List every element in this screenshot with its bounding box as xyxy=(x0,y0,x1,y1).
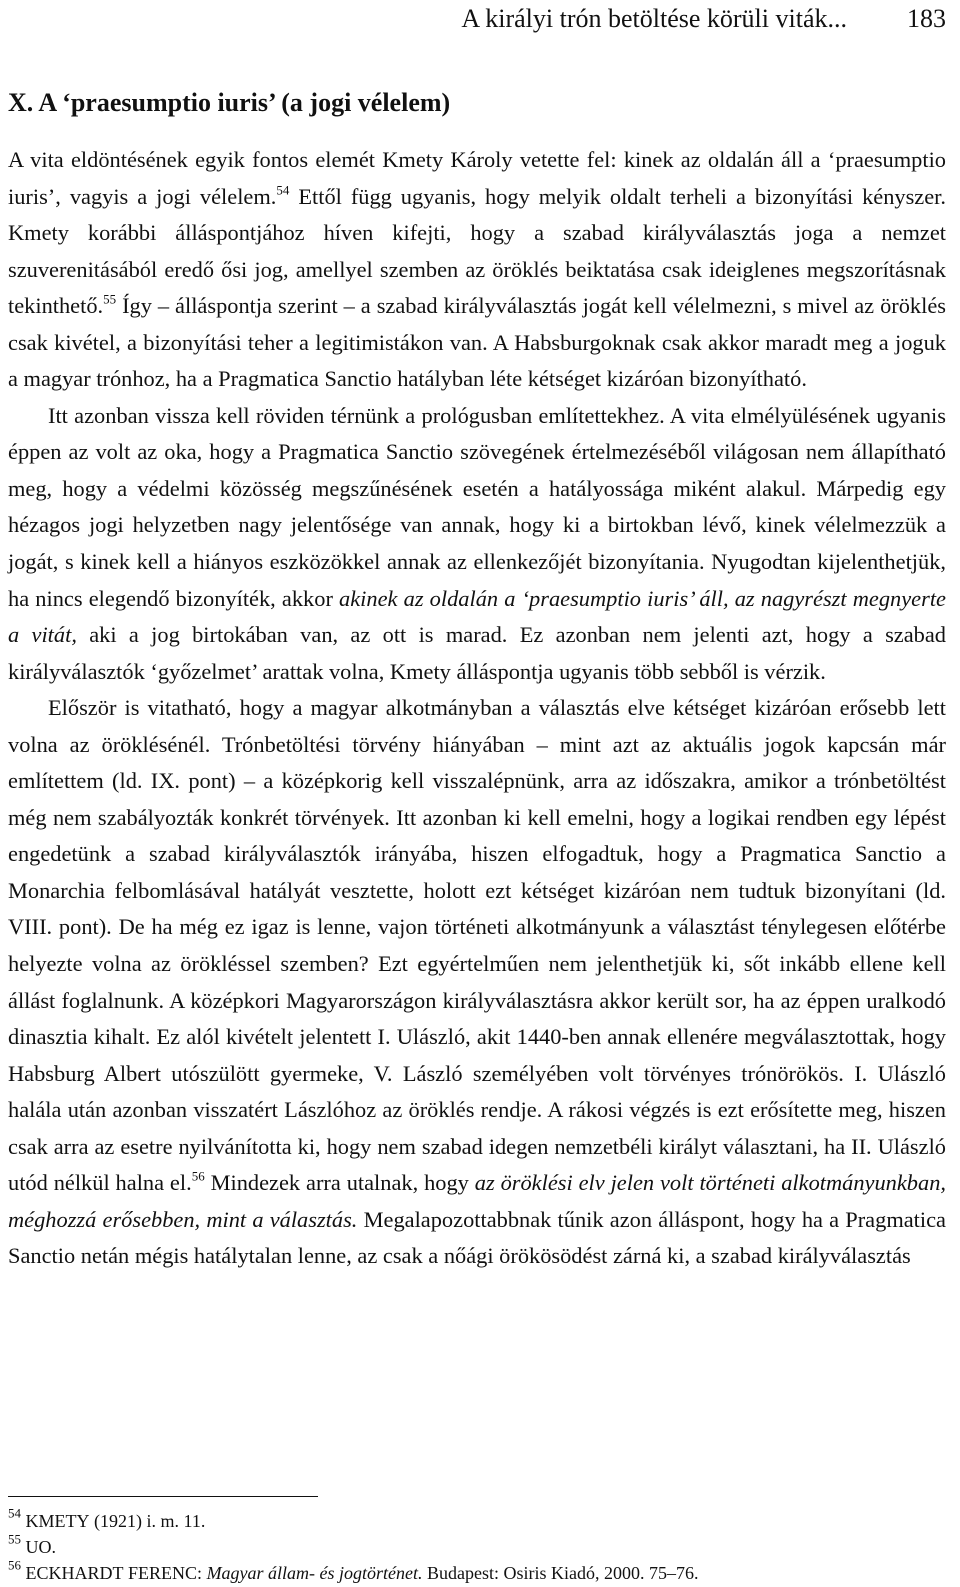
author-initial: U xyxy=(25,1537,39,1557)
body-text xyxy=(8,142,946,1275)
author-initial: E xyxy=(25,1563,37,1583)
emphasis-text: az öröklési elv jelen volt történeti alkotmányunkban, méghozzá erősebben, mint a választás. xyxy=(8,1170,946,1232)
footnote-number: 56 xyxy=(8,1557,21,1573)
footnote-author xyxy=(26,1537,52,1557)
footnote-text: : xyxy=(197,1563,207,1583)
footnote-55 xyxy=(8,1531,946,1560)
author-rest: CKHARDT xyxy=(36,1563,124,1583)
footnote-ref-54: 54 xyxy=(276,181,290,197)
emphasis-text: akinek az oldalán a ‘praesumptio iuris’ áll, az nagyrészt megnyerte a vitát, xyxy=(8,585,946,648)
footnote-text: Budapest: Osiris Kiadó, 2000. 75–76. xyxy=(422,1563,699,1583)
author-initial: F xyxy=(128,1563,139,1583)
author-initial: K xyxy=(25,1511,39,1531)
text-run: Ettől függ ugyanis, hogy melyik oldalt terheli a bizonyítási kényszer. Kmety korábbi álláspontjához híven kifejti, hogy a szabad királyválasztás joga a nemzet szuverenitásából eredő ősi jog, amellyel szemben az öröklés beiktatása csak ideiglenes megszorításnak tekinthető. xyxy=(8,183,947,319)
footnote-author xyxy=(26,1511,90,1531)
footnote-divider xyxy=(8,1496,318,1497)
running-title: A királyi trón betöltése körüli viták... xyxy=(461,4,847,33)
footnote-ref-55: 55 xyxy=(103,291,117,307)
text-run: Mindezek arra utalnak, hogy xyxy=(204,1170,475,1196)
paragraph-2 xyxy=(8,398,946,690)
author-rest: ERENC xyxy=(138,1563,198,1583)
section-title: X. A ‘praesumptio iuris’ (a jogi vélelem) xyxy=(8,88,451,117)
page-number: 183 xyxy=(907,4,946,33)
paragraph-1 xyxy=(8,142,946,398)
footnote-text: (1921) i. m. 11. xyxy=(89,1511,206,1531)
footnote-author xyxy=(26,1563,198,1583)
author-rest: METY xyxy=(38,1511,90,1531)
text-run: Így – álláspontja szerint – a szabad királyválasztás jogát kell vélelmezni, s mivel az öröklés csak kivétel, a bizonyítási teher a legitimistákon van. A Habsburgoknak csak akkor maradt meg a joguk a magyar trónhoz, ha a Pragmatica Sanctio hatályban léte kétséget kizáróan bizonyítható. xyxy=(8,293,946,392)
text-run: Először is vitatható, hogy a magyar alkotmányban a választás elve kétséget kizáróan erősebb lett volna az öröklésénél. Trónbetöltési törvény hiányában – mint azt az aktuális jogok kapcsán már említettem (ld. IX. pont) – a középkorig kell visszalépnünk, arra az időszakra, amikor a trónbetöltést még nem szabályozták konkrét törvények. Itt azonban ki kell emelni, hogy a logikai rendben egy lépést engedetünk a szabad királyválasztók irányába, hiszen elfogadtuk, hogy a Pragmatica Sanctio a Monarchia felbomlásával hatályát vesztette, holott ezt kétséget kizáróan nem tudtuk bizonyítani (ld. VIII. pont). De ha még ez igaz is lenne, vajon történeti alkotmányunk a választást ténylegesen előtérbe helyezte volna az örökléssel szemben? Ezt egyértelműen nem jelenthetjük ki, sőt inkább ellene kell állást foglalnunk. A középkori Magyarországon királyválasztásra akkor került sor, ha az éppen uralkodó dinasztia kihalt. Ez alól kivételt jelentett I. Ulászló, akit 1440-ben annak ellenére megválasztottak, hogy Habsburg Albert utószülött gyermeke, V. László személyében volt törvényes trónörökös. I. Ulászló halála után azonban visszatért Lászlóhoz az öröklés rendje. A rákosi végzés is ezt erősítette meg, hiszen csak arra az esetre nyilvánította ki, hogy nem szabad idegen nemzetbéli királyt választani, ha II. Ulászló utód nélkül halna el. xyxy=(8,695,946,1196)
author-rest: O xyxy=(38,1537,52,1557)
footnote-text: . xyxy=(51,1537,56,1557)
text-run: A vita eldöntésének egyik fontos elemét Kmety Károly vetette fel: kinek az oldalán áll a ‘praesumptio iuris’, vagyis a jogi vélelem. xyxy=(8,147,946,209)
footnote-number: 54 xyxy=(8,1505,21,1521)
text-run: Megalapozottabbnak tűnik azon álláspont, hogy ha a Pragmatica Sanctio netán mégis hatálytalan lenne, az csak a nőági örökösödést zárná ki, a szabad királyválasztás xyxy=(8,1206,946,1269)
text-run: aki a jog birtokában van, az ott is marad. Ez azonban nem jelenti azt, hogy a szabad királyválasztók ‘győzelmet’ arattak volna, Kmety álláspontja ugyanis több sebből is vérzik. xyxy=(8,622,947,684)
footnotes xyxy=(8,1505,946,1586)
footnote-book-title: Magyar állam- és jogtörténet. xyxy=(206,1563,423,1583)
running-header xyxy=(8,4,946,34)
paragraph-3 xyxy=(8,690,946,1275)
footnote-54 xyxy=(8,1505,946,1534)
footnote-number: 55 xyxy=(8,1531,21,1547)
footnote-56 xyxy=(8,1557,946,1586)
text-run: Itt azonban vissza kell röviden térnünk a prológusban említettekhez. A vita elmélyülésének ugyanis éppen az volt az oka, hogy a Pragmatica Sanctio szövegének értelmezéséből világosan nem állapítható meg, hogy a védelmi közösség megszűnésének esetén a hatályossága miként alakul. Márpedig egy hézagos jogi helyzetben nagy jelentősége van annak, hogy ki a birtokban lévő, kinek vélelmezzük a jogát, s kinek kell a hiányos eszközökkel annak az ellenkezőjét bizonyítania. Nyugodtan kijelenthetjük, ha nincs elegendő bizonyíték, akkor xyxy=(8,402,946,611)
footnote-ref-56: 56 xyxy=(191,1168,205,1184)
